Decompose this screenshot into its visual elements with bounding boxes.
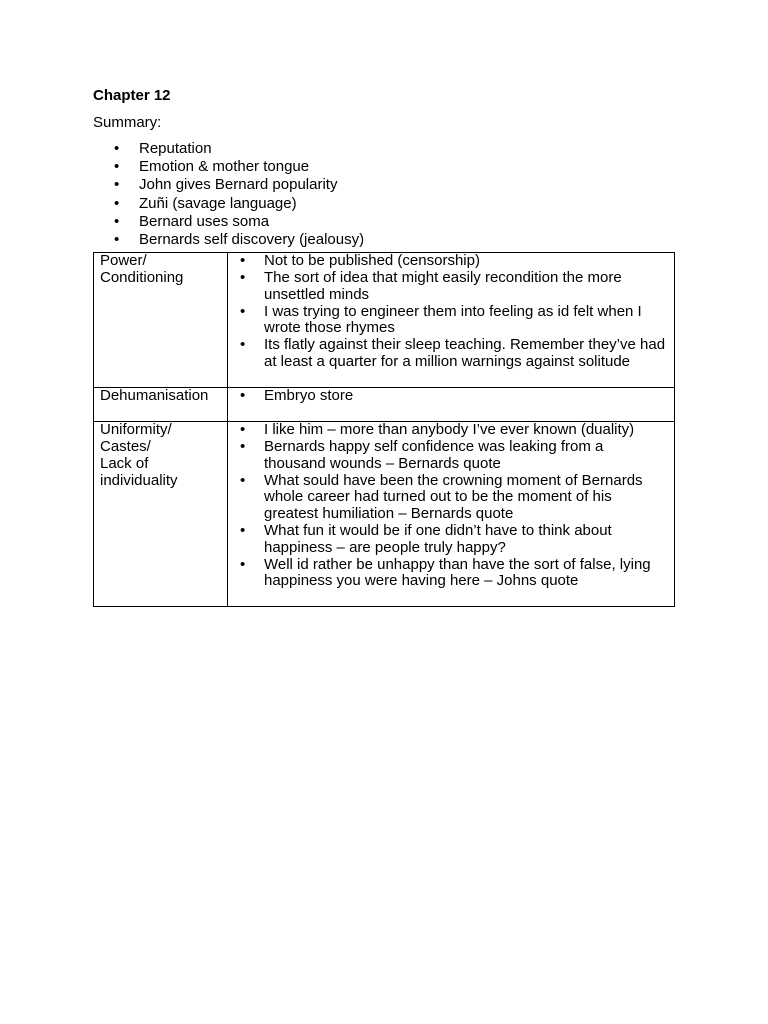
quote-item: • Well id rather be unhappy than have the sort of false, lying happiness you were having here – Johns quote <box>228 557 668 591</box>
themes-table <box>93 252 675 607</box>
quote-item: • Embryo store <box>228 388 668 405</box>
theme-cell <box>94 388 228 422</box>
summary-item: • Emotion & mother tongue <box>93 158 675 176</box>
theme-cell <box>94 422 228 607</box>
chapter-title: Chapter 12 <box>93 87 171 104</box>
quotes-cell <box>228 388 675 422</box>
summary-list <box>93 140 675 249</box>
quote-list <box>228 388 668 405</box>
quote-item: • What fun it would be if one didn’t have to think about happiness – are people truly happy? <box>228 523 668 557</box>
document-page <box>93 86 675 607</box>
table-row <box>94 422 675 607</box>
theme-label: individuality <box>100 471 178 489</box>
summary-item: • Bernard uses soma <box>93 213 675 231</box>
table-row <box>94 253 675 388</box>
quote-item: • I like him – more than anybody I’ve ever known (duality) <box>228 422 668 439</box>
theme-label: Lack of <box>100 454 149 472</box>
theme-label: Uniformity/ <box>100 421 172 439</box>
theme-label: Dehumanisation <box>100 387 209 405</box>
quote-item: • Its flatly against their sleep teaching. Remember they’ve had at least a quarter for a million warnings against solitude <box>228 337 668 371</box>
theme-label: Power/ <box>100 252 147 270</box>
quote-list <box>228 422 668 590</box>
quotes-cell <box>228 253 675 388</box>
quote-item: • The sort of idea that might easily recondition the more unsettled minds <box>228 270 668 304</box>
quote-item: • Bernards happy self confidence was leaking from a thousand wounds – Bernards quote <box>228 439 668 473</box>
summary-item: • John gives Bernard popularity <box>93 176 675 194</box>
summary-item: • Reputation <box>93 140 675 158</box>
quotes-cell <box>228 422 675 607</box>
quote-item: • I was trying to engineer them into feeling as id felt when I wrote those rhymes <box>228 304 668 338</box>
summary-item: • Zuñi (savage language) <box>93 195 675 213</box>
theme-label: Castes/ <box>100 438 151 456</box>
quote-item: • What sould have been the crowning moment of Bernards whole career had turned out to be the moment of his greatest humiliation – Bernards quote <box>228 473 668 523</box>
table-row <box>94 388 675 422</box>
summary-item: • Bernards self discovery (jealousy) <box>93 231 675 249</box>
theme-label: Conditioning <box>100 269 184 287</box>
theme-cell <box>94 253 228 388</box>
summary-label: Summary: <box>93 114 162 131</box>
quote-item: • Not to be published (censorship) <box>228 253 668 270</box>
quote-list <box>228 253 668 371</box>
